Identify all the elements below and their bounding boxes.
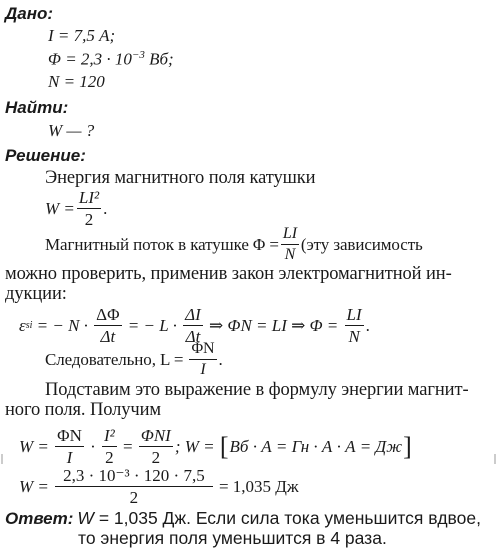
f2-part-b: = − N · (32, 315, 93, 335)
solution-paragraph-5 (45, 341, 223, 378)
answer-heading: Ответ: (5, 509, 74, 528)
find-heading: Найти: (5, 98, 69, 117)
p2-text-b: (эту зависимость (300, 234, 423, 254)
p2-text-a: Магнитный поток в катушке Φ = (45, 234, 279, 254)
f3-bracket-open: [ (219, 431, 229, 461)
f3-part-d: ; W = (174, 436, 219, 456)
f2-frac3 (345, 306, 364, 345)
f2-frac2-num: ΔI (185, 305, 201, 324)
answer-text-1: = 1,035 Дж. Если сила тока уменьшится вдвое, (93, 508, 481, 528)
f2-frac3-den: N (348, 327, 360, 346)
f3-frac1-num: ΦN (57, 426, 82, 445)
formula-energy-fraction (77, 189, 101, 228)
f3-frac2-den: 2 (105, 448, 114, 467)
given-flux-unit: Вб; (144, 49, 174, 69)
f4-part-a: W = (19, 476, 54, 496)
f3-units: Вб · А = Гн · А · А = Дж (229, 436, 403, 456)
given-current: I = 7,5 А; (48, 26, 116, 45)
solution-paragraph-3: можно проверить, применив закон электромагнитной ин- (5, 264, 452, 284)
formula-energy-den: 2 (84, 210, 94, 229)
f4-part-b: = 1,035 Дж (214, 476, 299, 496)
f3-frac2 (102, 427, 117, 466)
f4-fraction (55, 467, 213, 506)
f2-part-e: . (365, 315, 370, 335)
p2-den: N (284, 246, 296, 263)
p5-fraction (189, 341, 216, 378)
f2-frac2-den: Δt (185, 327, 201, 346)
formula-energy (45, 189, 107, 228)
f4-num: 2,3 · 10⁻³ · 120 · 7,5 (55, 467, 213, 487)
f3-frac1-den: I (66, 448, 73, 467)
f2-emf-sub: si (25, 320, 33, 331)
answer-symbol: W (77, 508, 94, 528)
f2-frac1 (94, 306, 121, 345)
formula-substitution (19, 427, 413, 466)
p5-text-a: Следовательно, L = (45, 349, 188, 369)
answer-line-1 (5, 508, 481, 529)
solution-paragraph-4: дукции: (5, 284, 67, 304)
f3-frac2-num: I² (104, 426, 115, 445)
f3-part-c: = (118, 436, 137, 456)
f3-frac1 (55, 427, 84, 466)
f2-frac3-num: LI (346, 305, 362, 324)
f3-frac3 (139, 427, 173, 466)
f2-frac1-den: Δt (100, 327, 116, 346)
f3-part-a: W = (19, 436, 54, 456)
given-heading: Дано: (5, 4, 54, 23)
p2-fraction (281, 226, 299, 263)
f3-bracket-close: ] (403, 431, 412, 461)
answer-line-2: то энергия поля уменьшится в 4 раза. (78, 528, 387, 548)
p5-text-b: . (218, 349, 223, 369)
scan-edge-mark-left (1, 454, 3, 464)
f3-frac3-den: 2 (151, 448, 161, 467)
f2-part-d: ⇒ ΦN = LI ⇒ Φ = (204, 315, 343, 335)
given-flux-exp: −3 (131, 49, 145, 61)
p5-den: I (200, 361, 206, 378)
given-turns: N = 120 (48, 72, 105, 91)
solution-paragraph-1: Энергия магнитного поля катушки (45, 168, 316, 188)
given-flux (48, 49, 174, 70)
f3-frac3-num: ΦNI (140, 426, 171, 445)
p2-num: LI (281, 226, 299, 245)
formula-energy-lhs: W = (45, 198, 75, 218)
f4-den: 2 (129, 488, 139, 507)
given-flux-base: Φ = 2,3 · 10 (48, 49, 132, 69)
formula-result (19, 467, 299, 506)
find-energy: W — ? (48, 121, 95, 140)
solution-heading: Решение: (5, 146, 86, 165)
solution-paragraph-2 (45, 226, 423, 263)
f2-frac1-num: ΔΦ (96, 305, 120, 324)
formula-energy-num: LI² (78, 188, 100, 207)
scan-edge-mark-right (494, 454, 496, 464)
solution-paragraph-7: ного поля. Получим (5, 400, 162, 420)
formula-energy-end: . (103, 198, 108, 218)
p5-num: ΦN (189, 341, 216, 360)
f3-part-b: · (85, 436, 101, 456)
f2-emf: ε (19, 315, 26, 335)
f2-part-c: = − L · (123, 315, 182, 335)
solution-paragraph-6: Подставим это выражение в формулу энергии магнит- (45, 380, 469, 400)
